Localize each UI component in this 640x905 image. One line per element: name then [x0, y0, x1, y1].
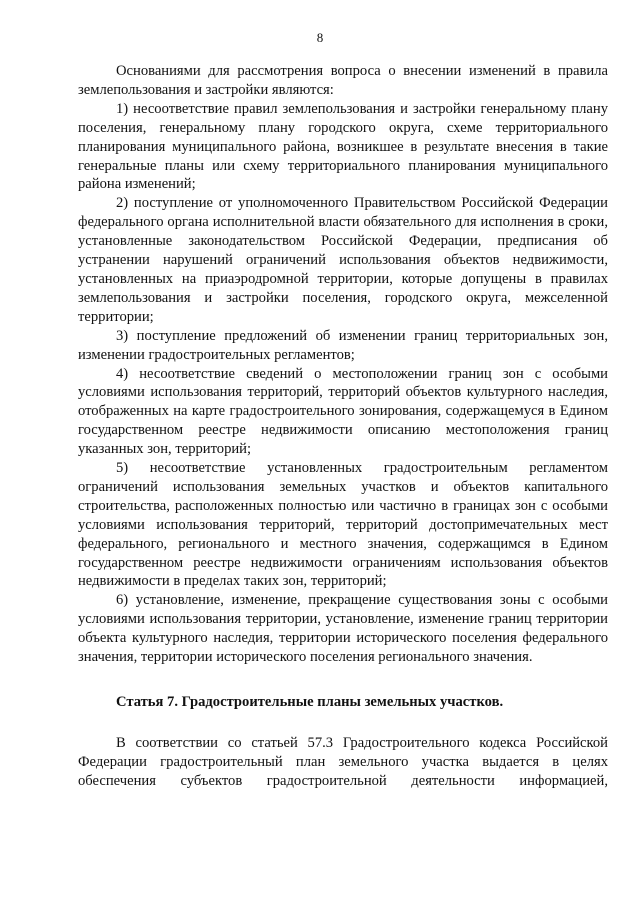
- list-item-5: 5) несоответствие установленных градостроительным регламентом ограничений использования земельных участков и объектов капитального строительства, расположенных полностью или частично в границах зон с особыми условиями использования территорий, территорий достопримечательных мест федерального, регионального и местного значения, содержащимся в Едином государственном реестре недвижимости ограничениям использования объектов недвижимости в пределах таких зон, территорий;: [78, 460, 608, 590]
- document-body: [78, 62, 608, 791]
- article-heading: Статья 7. Градостроительные планы земельных участков.: [116, 694, 504, 710]
- list-item-1: 1) несоответствие правил землепользования и застройки генеральному плану поселения, генеральному плану городского округа, схеме территориального планирования муниципального района, возникшее в результате внесения в такие генеральные планы или схему территориального планирования муниципального района изменений;: [78, 100, 608, 193]
- article-paragraph: В соответствии со статьей 57.3 Градостроительного кодекса Российской Федерации градостроительный план земельного участка выдается в целях обеспечения субъектов градостроительной деятельности информацией,: [78, 734, 608, 789]
- list-item-2: 2) поступление от уполномоченного Правительством Российской Федерации федерального органа исполнительной власти обязательного для исполнения в сроки, установленные законодательством Российской Федерации, предписания об устранении нарушений ограничений использования объектов недвижимости, установленных на приаэродромной территории, которые допущены в правилах землепользования и застройки поселения, городского округа, межселенной территории;: [78, 195, 608, 325]
- page-number: 8: [316, 30, 324, 45]
- list-item-6: 6) установление, изменение, прекращение существования зоны с особыми условиями использования территории, установление, изменение границ территории объекта культурного наследия, территории исторического поселения федерального значения, территории исторического поселения регионального значения.: [78, 592, 608, 666]
- list-item-3: 3) поступление предложений об изменении границ территориальных зон, изменении градостроительных регламентов;: [78, 327, 608, 363]
- list-item-4: 4) несоответствие сведений о местоположении границ зон с особыми условиями использования территорий, территорий объектов культурного наследия, отображенных на карте градостроительного зонирования, содержащемуся в Едином государственном реестре недвижимости описанию местоположения границ указанных зон, территорий;: [78, 365, 608, 458]
- intro-paragraph: Основаниями для рассмотрения вопроса о внесении изменений в правила землепользования и застройки являются:: [78, 63, 608, 98]
